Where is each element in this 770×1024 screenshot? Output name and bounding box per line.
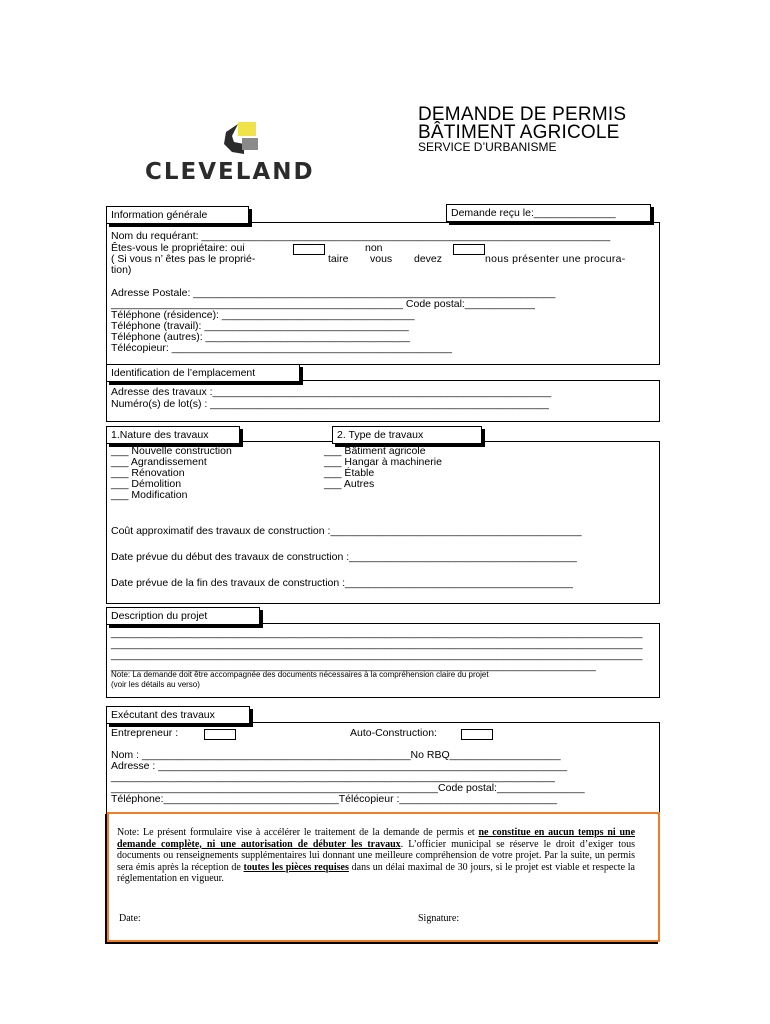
proxy-note-part2: taire [328, 253, 349, 265]
postal-address-field[interactable]: Adresse Postale: ______________________________________________________________ [111, 287, 556, 299]
date-signature-label: Date: [119, 913, 141, 924]
contractor-address-field[interactable]: Adresse : ______________________________________________________________________ [111, 760, 568, 772]
self-build-checkbox[interactable] [461, 729, 493, 740]
nature-option[interactable]: ___ Nouvelle construction [111, 445, 232, 457]
owner-yes-checkbox[interactable] [293, 244, 325, 255]
type-option[interactable]: ___ Autres [324, 478, 375, 490]
legal-note-text [117, 827, 635, 885]
cleveland-logo [145, 122, 330, 184]
nature-option[interactable]: ___ Agrandissement [111, 456, 207, 468]
contractor-tab: Exécutant des travaux [106, 706, 250, 724]
contractor-checkbox[interactable] [204, 729, 236, 740]
description-line[interactable]: ___________________________________________________________________________________ [111, 660, 596, 672]
received-date-field[interactable]: Demande reçu le:______________ [446, 204, 651, 222]
description-note-details: (voir les détails au verso) [111, 680, 200, 689]
form-subtitle: SERVICE D’URBANISME [418, 140, 557, 154]
owner-no-checkbox[interactable] [453, 244, 485, 255]
form-title-line1: DEMANDE DE PERMIS [418, 104, 627, 125]
start-date-field[interactable]: Date prévue du début des travaux de construction :_______________________________________ [111, 551, 577, 563]
type-tab: 2. Type de travaux [332, 426, 482, 444]
cost-field[interactable]: Coût approximatif des travaux de construction :___________________________________________ [111, 525, 582, 537]
nature-tab: 1.Nature des travaux [106, 426, 240, 444]
proxy-note-part5: nous présenter une procura- [485, 253, 626, 265]
legal-note-part2: . L’officier municipal se réserve le droit d’exiger tous documents ou renseignements supplémentaires lui donnant une meilleure compréhension de votre projet. Par la suite, un permis sera émis après la réception de [117, 838, 635, 873]
logo-text: CLEVELAND [145, 159, 315, 185]
postal-code-field[interactable]: __________________________________________________ Code postal:____________ [111, 298, 535, 310]
phone-residence-field[interactable]: Téléphone (résidence): _________________________________ [111, 309, 415, 321]
location-tab: Identification de l’emplacement [106, 364, 300, 382]
proxy-note-part3: vous [370, 253, 393, 265]
contractor-phone-field[interactable]: Téléphone:______________________________Télécopieur :___________________________ [111, 793, 558, 805]
contractor-name-field[interactable]: Nom : ______________________________________________No RBQ___________________ [111, 749, 561, 761]
fax-field[interactable]: Télécopieur: ________________________________________________ [111, 342, 452, 354]
type-option[interactable]: ___ Bâtiment agricole [324, 445, 426, 457]
nature-option[interactable]: ___ Modification [111, 489, 188, 501]
type-option[interactable]: ___ Hangar à machinerie [324, 456, 442, 468]
nature-option[interactable]: ___ Démolition [111, 478, 182, 490]
phone-work-field[interactable]: Téléphone (travail): ___________________________________ [111, 320, 409, 332]
description-line[interactable]: ___________________________________________________________________________________________ [111, 627, 643, 639]
owner-no-label: non [365, 242, 383, 254]
signature-label: Signature: [418, 913, 460, 924]
description-line[interactable]: ___________________________________________________________________________________________ [111, 638, 643, 650]
proxy-note-part1: ( Si vous n’ êtes pas le proprié- [111, 253, 256, 265]
contractor-address-line[interactable]: ____________________________________________________________________________ [111, 771, 555, 783]
legal-note-emphasis2: toutes les pièces requises [243, 861, 349, 873]
description-line[interactable]: ___________________________________________________________________________________________ [111, 649, 643, 661]
logo-mark-icon [220, 122, 260, 158]
requester-name-field[interactable]: Nom du requérant: ______________________________________________________________________ [111, 230, 611, 242]
contractor-label: Entrepreneur : [111, 727, 179, 739]
legal-note-box [107, 812, 660, 942]
proxy-note-part6: tion) [111, 264, 132, 276]
end-date-field[interactable]: Date prévue de la fin des travaux de construction :_______________________________________ [111, 577, 573, 589]
phone-other-field[interactable]: Téléphone (autres): ___________________________________ [111, 331, 410, 343]
lot-number-field[interactable]: Numéro(s) de lot(s) : __________________________________________________________ [111, 398, 549, 410]
self-build-label: Auto-Construction: [350, 727, 437, 739]
legal-note-part1: Note: Le présent formulaire vise à accélérer le traitement de la demande de permis et [117, 827, 479, 838]
proxy-note-part4: devez [414, 253, 443, 265]
owner-question-label: Êtes-vous le propriétaire: oui [111, 242, 245, 254]
work-address-field[interactable]: Adresse des travaux :__________________________________________________________ [111, 386, 552, 398]
description-tab: Description du projet [106, 607, 260, 625]
type-option[interactable]: ___ Étable [324, 467, 375, 479]
nature-option[interactable]: ___ Rénovation [111, 467, 185, 479]
form-title-line2: BÂTIMENT AGRICOLE [418, 122, 620, 143]
general-info-tab: Information générale [106, 206, 249, 224]
legal-note-emphasis1: ne constitue en aucun temps ni une demande complète, ni une autorisation de débuter les travaux [117, 827, 636, 850]
description-note: Note: La demande doit être accompagnée des documents nécessaires à la compréhension claire du projet [111, 670, 489, 679]
contractor-postal-code-field[interactable]: ________________________________________________________Code postal:_______________ [111, 782, 585, 794]
legal-note-part3: dans un délai maximal de 30 jours, si le projet est viable et respecte la réglementation en vigueur. [117, 861, 635, 884]
